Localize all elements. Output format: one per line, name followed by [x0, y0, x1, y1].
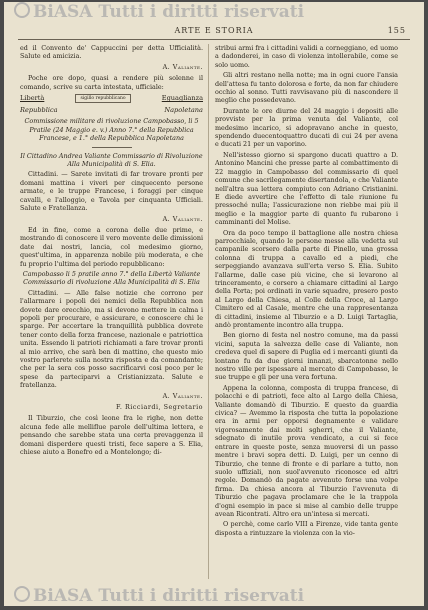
paragraph: Gli altri restano nella notte; ma in ogni cuore l'ansia dell'attesa fu tanto dolorosa e forte, da non far chiudere occhio al sonno. Tutti ravvisavano più di nascondere il meglio che possedevano.: [215, 71, 398, 105]
letterhead-subtitle: [20, 106, 203, 114]
secretary-signature: F. Ricciardi, Segretario: [115, 403, 203, 412]
header-rule: [18, 39, 410, 40]
paragraph: Il Tiburzio, che così leone fra le righe, non dette alcuna fede alle melliflue parole dell'ultima lettera, e pensando che sarebbe stata una certa prevaggenza il domani disperdere questi tristi, fece sapere a S. Elia, chiese aiuto a Bonefro ed a Montelongo; di-: [20, 414, 203, 457]
page-number: 155: [387, 26, 406, 35]
right-column: [215, 44, 398, 579]
paragraph: ed il Convento de' Cappuccini per detta Ufficialità. Salute ed amicizia.: [20, 44, 203, 61]
paragraph: Durante le ore diurne del 24 maggio i depositi alle provviste per la prima venuta del Valiante, col medesimo incarico, si adopravano anche in questo, spendendo duecentoquattro ducati di cui 24 per avena e ducati 21 per un vaporino.: [215, 106, 398, 149]
paragraph: stribui armi fra i cittadini validi a corneggiano, ed uomo a dadonderei, in caso di violenza intollerabile, come se solo uomo.: [215, 44, 398, 69]
seal-icon: sigillo repubblicano: [75, 94, 130, 103]
newspaper-page: [4, 2, 424, 606]
paragraph: Nell'istesso giorno si spargono ducati quattro a D. Antonino Mancini che presse parte al combattimento di 22 maggio in Campobasso del commissario di quel comune che sacrilegamente disertandola, e che Valiante nell'altra sua lettera compiuto con Adriano Cristianini. E diede avvertire che l'effetto di tale riunione fu pressoché nulla; l'assicurazione non riebbe mai più il meglio e la maggior parte di quanto fu rubarono i camminanti del Molise.: [215, 150, 398, 227]
emblem-label-left2: Repubblica: [20, 106, 58, 115]
page-title: ARTE E STORIA: [174, 26, 254, 35]
paragraph: Cittadini. — Sarete invitati di far trovare pronti per domani mattina i viveri per cinquecento persone armate, e le truppe Francese, i foraggi per cinque cavalli, e l'alloggio, e Tavola per cinquanta Ufficiali. Salute e Fratellanza.: [20, 170, 203, 213]
emblem-label-right2: Napoletana: [164, 106, 203, 115]
letter-heading: Il Cittadino Andrea Valiante Commissario di Rivoluzione Alla Municipalità di S. Elia.: [20, 151, 203, 169]
paragraph: Appena la colonna, composta di truppa francese, di polacchi e di patrioti, fece alto al Largo della Chiesa, Valiante domandò di Tiburzio. E questo da guardia civica? — Avemmo la risposta che tutta la popolazione era in armi per opporsi degnamente e validare vigorosamente dai molti sgherri, che il Valiante, sdegnato di inutile prova vendicato, a cui si fece entrare in queste poste, senza muoversi di un passo mentre i bravi sopra detti. D. Luigi, per un cenno di Tiburzio, che tenne di fronte e di parlare a tutto, non suolo uffiziali, non suol'avvenuto riconosce ed altri regole. Domandò da pagate avvenuto forse una volpe firma. Da chiesa ancora al Tiburzio l'avvenuta di Tiburzio che pagava proclamare che le la trappola d'ogni esempio in pace si mise al cambio delle truppe avean Ricontrati. Altro era un'intesa si mercati.: [215, 383, 398, 518]
divider-line: [92, 147, 132, 148]
letter-heading: Commissione militare di rivoluzione Campobasso, li 5 Pratile (24 Maggio e. v.) Anno 7.° della Repubblica Francese, e 1.° della Repubblica Napoletana: [24, 117, 199, 143]
biasa-logo-icon: [14, 586, 30, 602]
signature: A. Valiante.: [162, 62, 203, 71]
left-column: [20, 44, 203, 579]
paragraph: Ben giorno di festa nel nostro comune, ma da passi vicini, saputa la salvezza delle case di Valiante, non credeva quel dì sapere di Puglia ed i mercanti giunti da lontano fu da due giorni innanzi, sbarcatonne nello nostro ville per ispessare al mercato di Campobasso, le sue truppe e gli per una vera fortuna.: [215, 331, 398, 382]
paragraph: Ora da poco tempo il battaglione alle nostra chiesa parrocchiale, quando le persone messe alla vedetta sul campanile scorsero dalla parte di Pinello, una grossa colonna di truppa a cavallo ed a piedi, che serpeggiando avanzava sull'erta verso S. Elia. Subito l'allarme, dalle case più vicine, che si levarono al trinceramento, e corsero a chiamare cittadini al Largo della Porta; poi ordinati in varie squadre, presero posto al Largo della Chiesa, al Colle della Croce, al Largo Cimitero ed al Casale, mentre che una rappresentanza di cittadini, insieme al Tiburzio e a D. Luigi Tartaglia, andò prontamente incontro alla truppa.: [215, 228, 398, 329]
biasa-logo-icon: [14, 2, 30, 18]
paragraph: Poche ore dopo, quasi a rendere più solenne il comando, scrive su carta intestata, ufficiale:: [20, 74, 203, 91]
emblem-label-left: Libertà: [20, 94, 45, 103]
column-divider: [208, 44, 209, 579]
paragraph: Ed in fine, come a corona delle due prime, e mostrando di conoscere il vero movente delle dimissioni date dai nostri, lancia, col medesimo giorno, quest'ultima, in apparenza nobile più moderata, e che fu proprio l'ultima del periodo repubblicano:: [20, 225, 203, 268]
emblem-label-right: Eguaglianza: [161, 94, 203, 103]
watermark-top: BiASA Tutti i diritti riservati: [4, 2, 424, 22]
running-head: [4, 26, 424, 38]
signature: A. Valiante.: [162, 214, 203, 223]
watermark-bottom: BiASA Tutti i diritti riservati: [4, 586, 424, 606]
letterhead-emblem: [20, 94, 203, 103]
paragraph: Cittadini. — Alle false notizie che corrono per l'allarmare i popoli dei nemici della Repubblica non dovete dare orecchio, ma si devono mettere in calma i popoli per procurare, e assicurare, e conoscere chi le sparge. Per accertare la tranquillità pubblica dovrete tener conto della forza francese, nazionale e patriottica unita. Essendo li patrioti richiamati a fare trovar pronti al mio arrivo, che sarà ben di mattino, che questo mio vostro parlerete sulla nostra risposta e da comandante; che per la sera cos posso sacrificarvi cosi poco per le spese da parteciparvi a Cristianizzata. Salute e fratellanza.: [20, 288, 203, 390]
signature: A. Valiante.: [162, 391, 203, 400]
letter-heading: Campobasso li 5 pratile anno 7.° della Libertà Valiante Commissario di rivoluzione Alla Municipalità di S. Elia: [22, 269, 201, 287]
paragraph: O perchè, come carlo VIII a Firenze, vide tanta gente disposta a rintuzzare la violenza con la vio-: [215, 520, 398, 537]
